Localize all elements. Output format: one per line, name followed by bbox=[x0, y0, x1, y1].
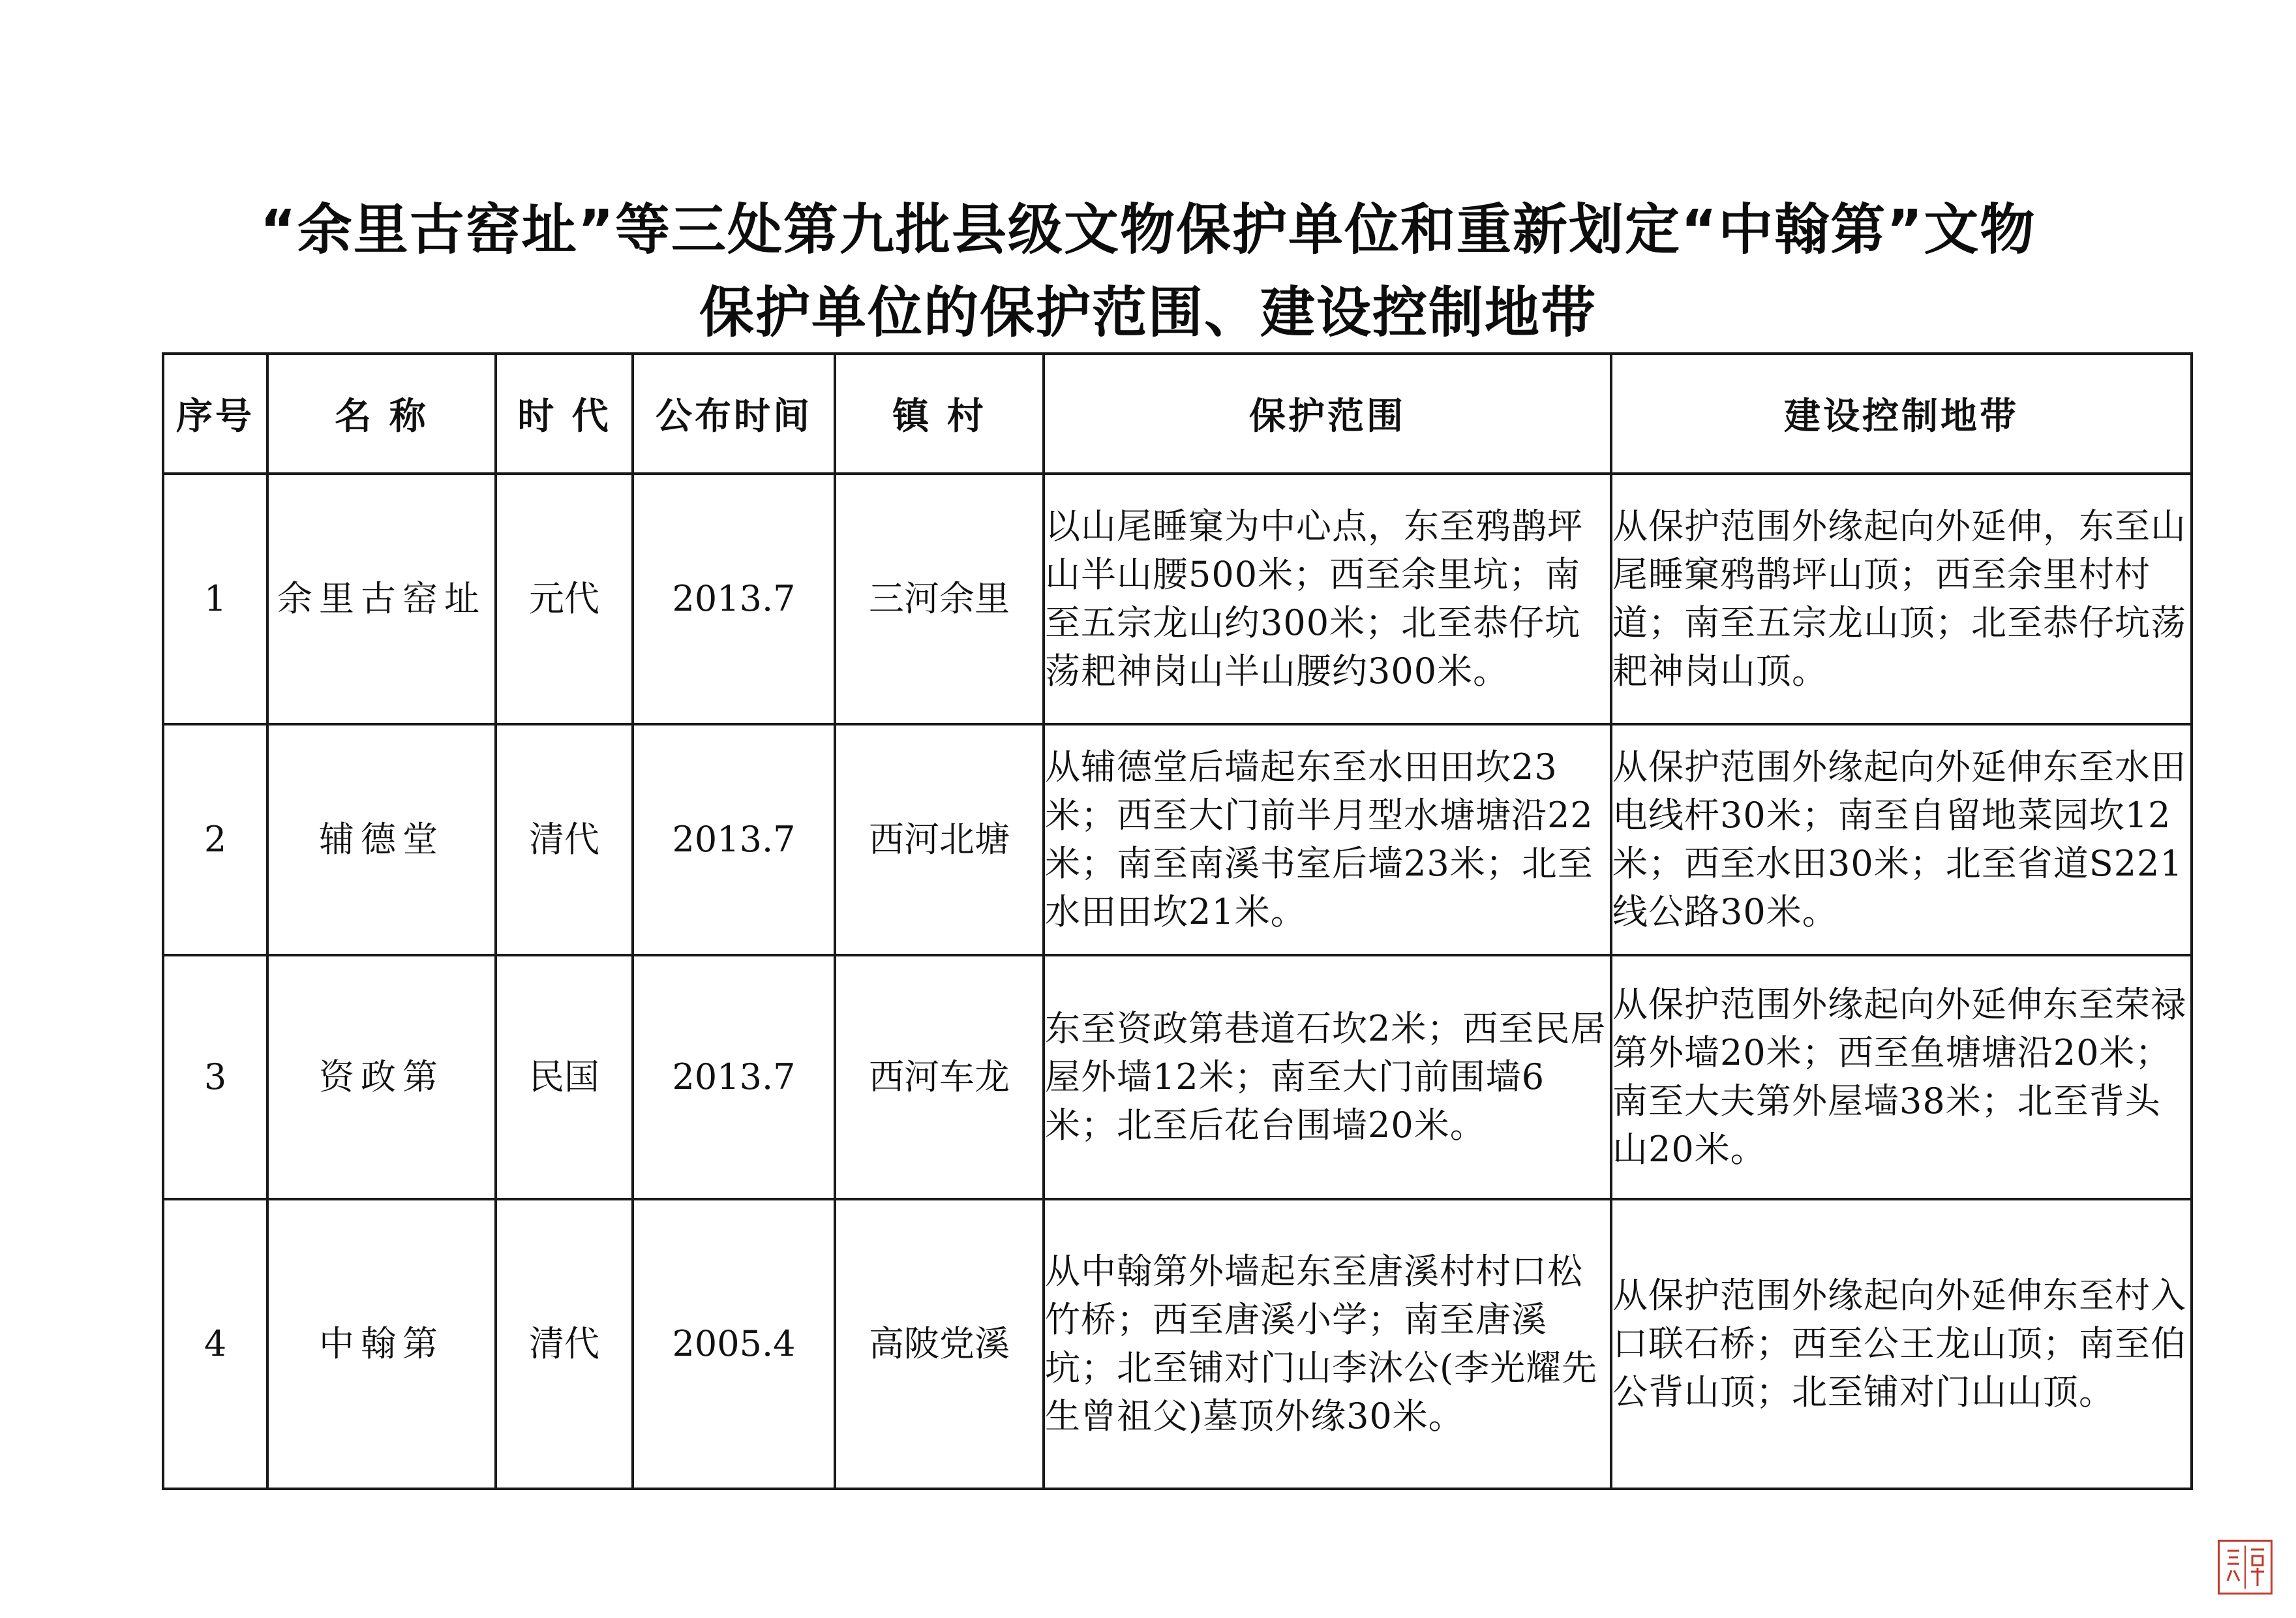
row-date: 2005.4 bbox=[633, 1199, 835, 1489]
table-row bbox=[163, 1199, 2192, 1489]
header-control-zone: 建设控制地带 bbox=[1611, 354, 2192, 474]
row-date: 2013.7 bbox=[633, 474, 835, 724]
header-era: 时 代 bbox=[496, 354, 633, 474]
row-index: 3 bbox=[163, 955, 267, 1199]
row-era: 清代 bbox=[496, 724, 633, 955]
header-protection-range: 保护范围 bbox=[1044, 354, 1611, 474]
row-village: 西河北塘 bbox=[835, 724, 1044, 955]
table-row bbox=[163, 474, 2192, 724]
row-index: 2 bbox=[163, 724, 267, 955]
table-row bbox=[163, 955, 2192, 1199]
row-protection-range: 东至资政第巷道石坎2米；西至民居屋外墙12米；南至大门前围墙6米；北至后花台围墙20米。 bbox=[1044, 955, 1611, 1199]
row-protection-range: 以山尾睡窠为中心点，东至鸦鹊坪山半山腰500米；西至余里坑；南至五宗龙山约300米；北至恭仔坑荡耙神岗山半山腰约300米。 bbox=[1044, 474, 1611, 724]
row-name: 辅德堂 bbox=[267, 724, 496, 955]
row-control-zone: 从保护范围外缘起向外延伸东至荣禄第外墙20米；西至鱼塘塘沿20米；南至大夫第外屋墙38米；北至背头山20米。 bbox=[1611, 955, 2192, 1199]
document-title-line-1: “余里古窑址”等三处第九批县级文物保护单位和重新划定“中翰第”文物 bbox=[260, 198, 2036, 262]
table-row bbox=[163, 724, 2192, 955]
row-control-zone: 从保护范围外缘起向外延伸，东至山尾睡窠鸦鹊坪山顶；西至余里村村道；南至五宗龙山顶；北至恭仔坑荡耙神岗山顶。 bbox=[1611, 474, 2192, 724]
row-name: 资政第 bbox=[267, 955, 496, 1199]
document-title-line-2: 保护单位的保护范围、建设控制地带 bbox=[699, 281, 1597, 344]
row-era: 清代 bbox=[496, 1199, 633, 1489]
row-date: 2013.7 bbox=[633, 724, 835, 955]
header-name: 名 称 bbox=[267, 354, 496, 474]
row-control-zone: 从保护范围外缘起向外延伸东至村入口联石桥；西至公王龙山顶；南至伯公背山顶；北至铺对门山山顶。 bbox=[1611, 1199, 2192, 1489]
row-village: 高陂党溪 bbox=[835, 1199, 1044, 1489]
heritage-protection-table bbox=[162, 352, 2193, 1490]
row-protection-range: 从中翰第外墙起东至唐溪村村口松竹桥；西至唐溪小学；南至唐溪坑；北至铺对门山李沐公(李光耀先生曾祖父)墓顶外缘30米。 bbox=[1044, 1199, 1611, 1489]
header-index: 序号 bbox=[163, 354, 267, 474]
row-index: 1 bbox=[163, 474, 267, 724]
header-date: 公布时间 bbox=[633, 354, 835, 474]
row-index: 4 bbox=[163, 1199, 267, 1489]
row-village: 三河余里 bbox=[835, 474, 1044, 724]
row-date: 2013.7 bbox=[633, 955, 835, 1199]
seal-icon bbox=[2218, 1540, 2273, 1595]
row-village: 西河车龙 bbox=[835, 955, 1044, 1199]
row-name: 余里古窑址 bbox=[267, 474, 496, 724]
table-header-row bbox=[163, 354, 2192, 474]
row-control-zone: 从保护范围外缘起向外延伸东至水田电线杆30米；南至自留地菜园坎12米；西至水田30米；北至省道S221线公路30米。 bbox=[1611, 724, 2192, 955]
row-era: 元代 bbox=[496, 474, 633, 724]
header-village: 镇 村 bbox=[835, 354, 1044, 474]
row-protection-range: 从辅德堂后墙起东至水田田坎23米；西至大门前半月型水塘塘沿22米；南至南溪书室后墙23米；北至水田田坎21米。 bbox=[1044, 724, 1611, 955]
row-era: 民国 bbox=[496, 955, 633, 1199]
row-name: 中翰第 bbox=[267, 1199, 496, 1489]
